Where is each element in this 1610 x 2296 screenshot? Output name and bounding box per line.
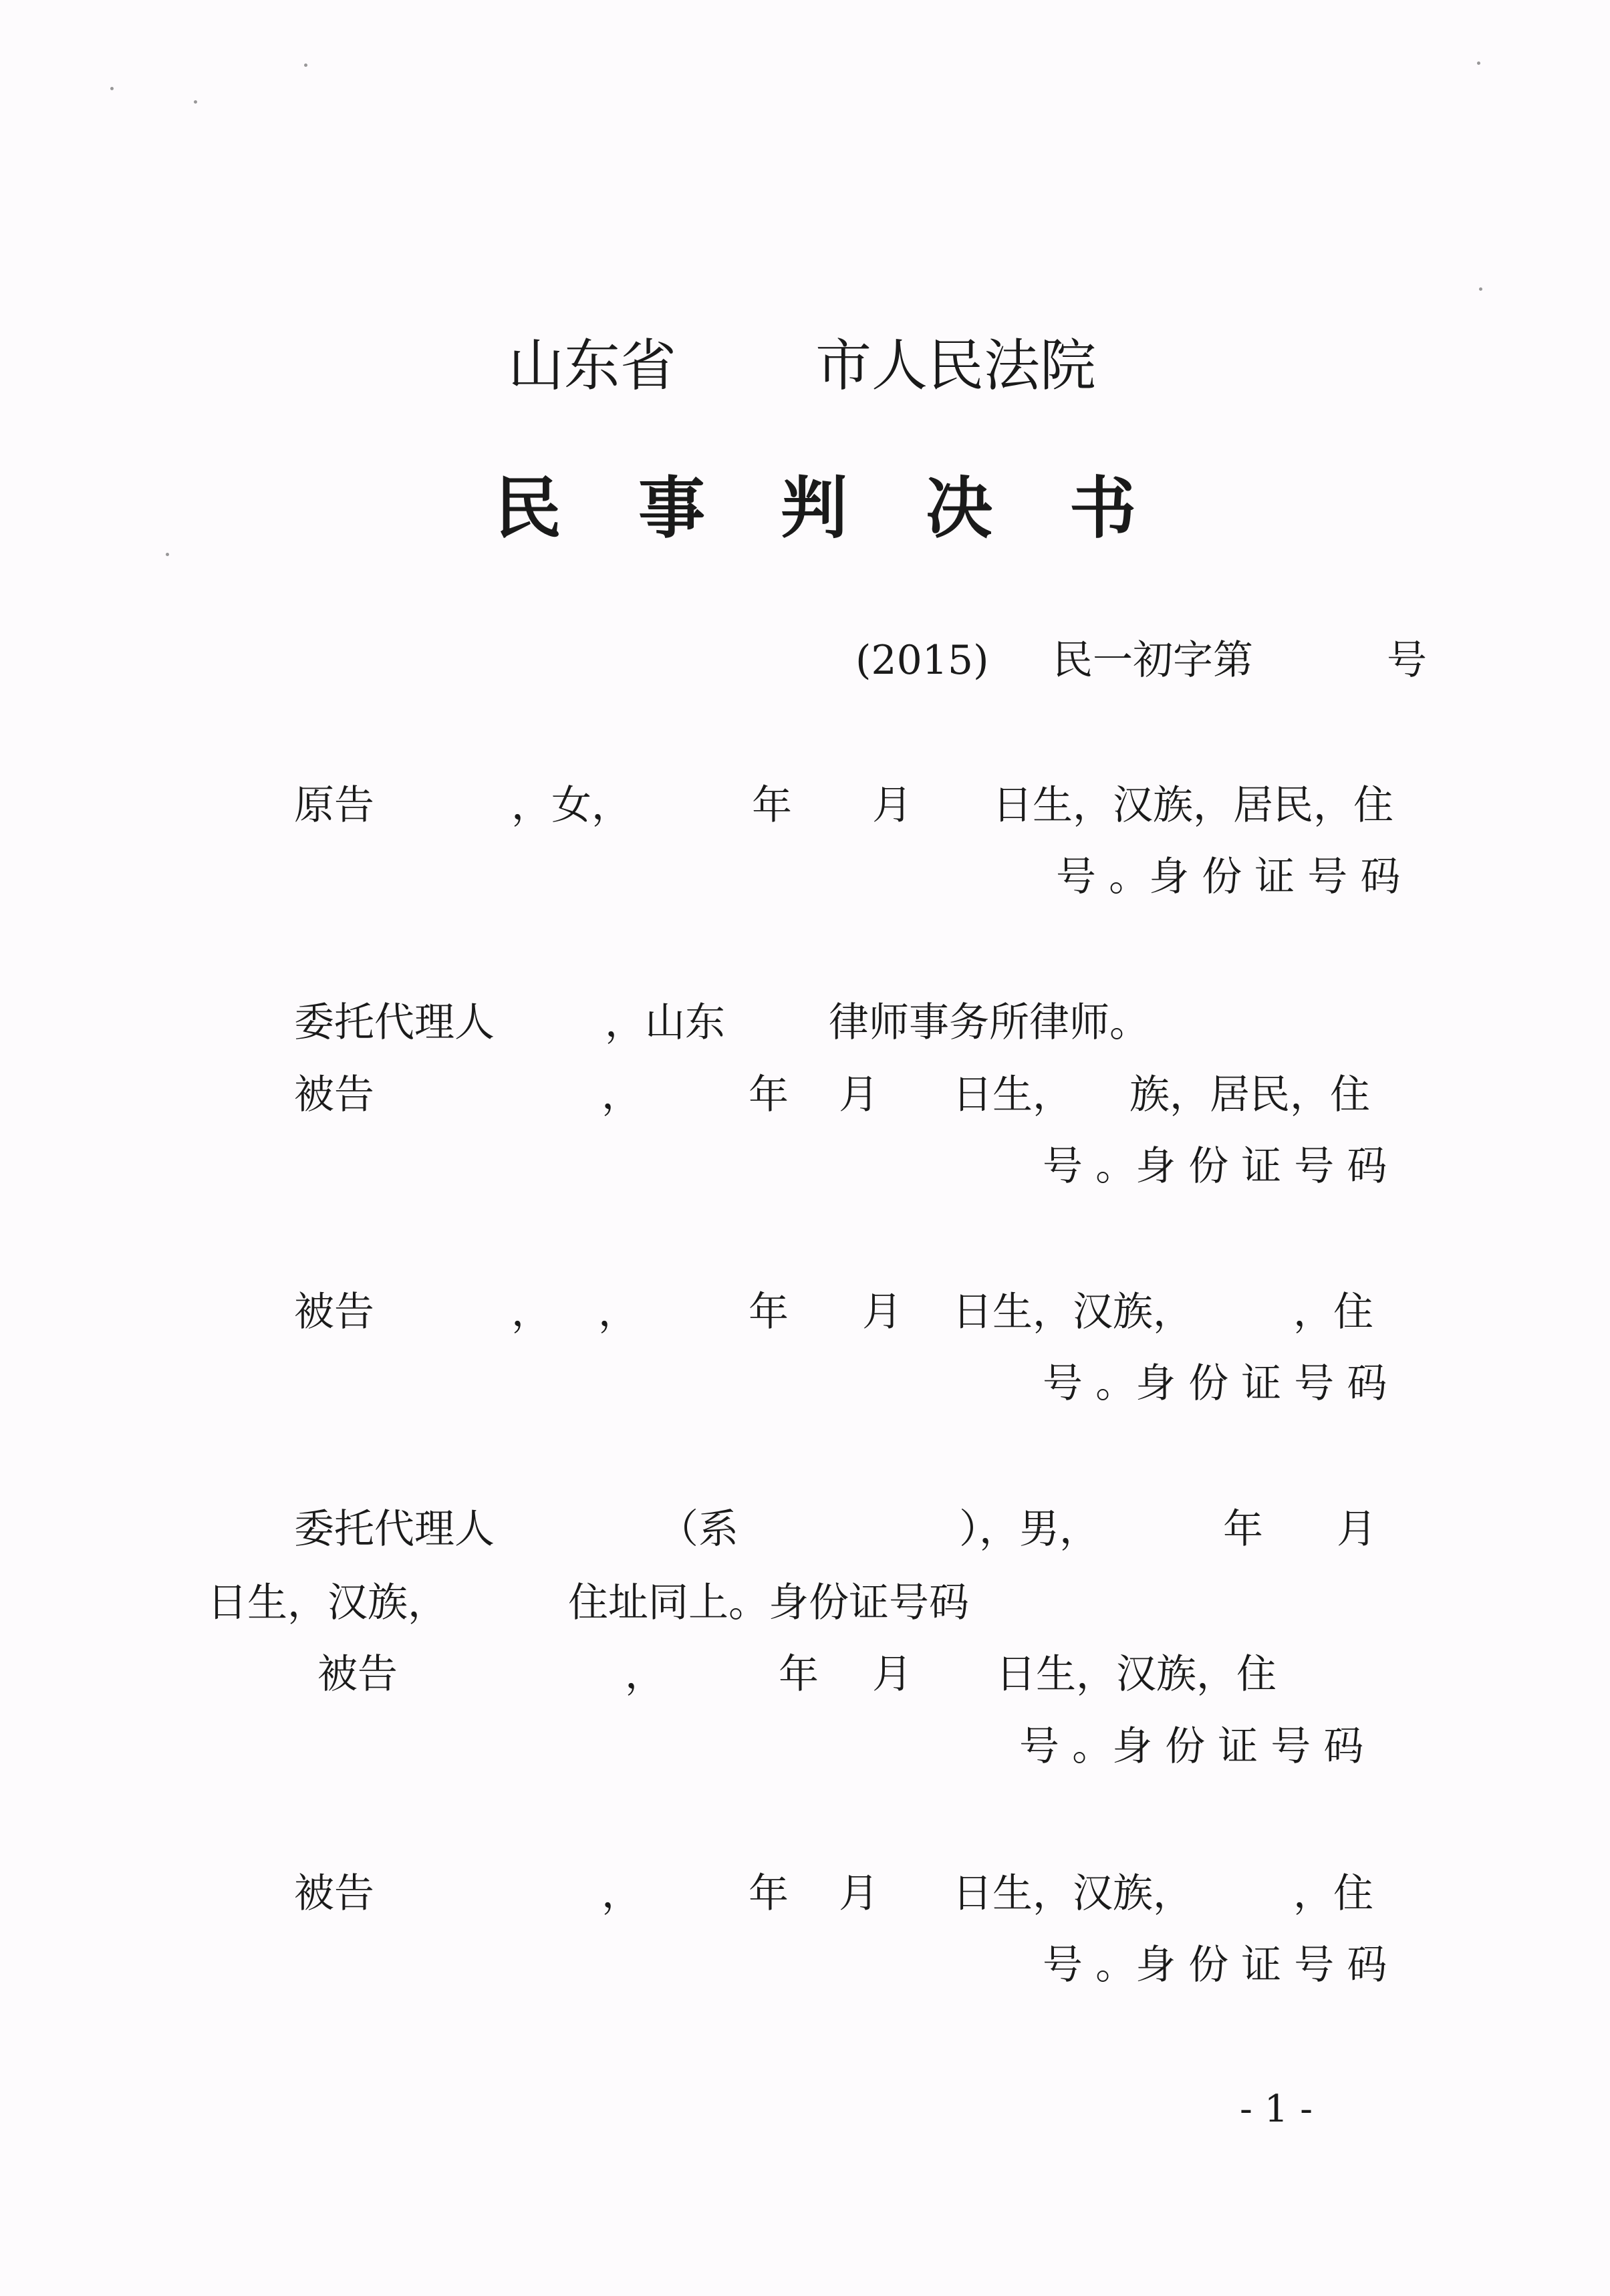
- defendant-birth-day: 日生，汉族，: [952, 1870, 1193, 1917]
- plaintiff-agent-firm-prefix: ，山东: [605, 999, 725, 1046]
- defendant-label: 被告: [294, 1071, 374, 1118]
- defendant-agent-address: 住址同上。身份证号码: [568, 1579, 969, 1626]
- defendant-birth-month: 月: [839, 1071, 879, 1118]
- defendant-id-line: 号 。身 份 证 号 码: [1043, 1143, 1387, 1190]
- defendant-label: 被告: [317, 1651, 398, 1698]
- defendant-birth-year: 年: [749, 1870, 789, 1917]
- plaintiff-agent-firm: 律师事务所律师。: [829, 999, 1150, 1046]
- scan-speck: [110, 87, 114, 90]
- scan-speck: [1479, 287, 1482, 291]
- page-number: - 1 -: [1240, 2087, 1313, 2131]
- plaintiff-id-line: 号 。身 份 证 号 码: [1056, 854, 1401, 900]
- doc-title-char: 民: [495, 469, 561, 547]
- defendant-birth-month: 月: [872, 1651, 912, 1698]
- defendant-comma: ，: [511, 1289, 551, 1335]
- plaintiff-gender: ，女，: [511, 782, 632, 829]
- defendant-agent-gender: ），男，: [959, 1506, 1099, 1553]
- defendant-id-line: 号 。身 份 证 号 码: [1043, 1942, 1387, 1989]
- defendant-comma: ，: [601, 1071, 642, 1118]
- defendant-residence: ，住: [1293, 1289, 1373, 1335]
- doc-title-char: 决: [926, 469, 992, 547]
- plaintiff-birth-month: 月: [872, 782, 912, 829]
- plaintiff-agent-label: 委托代理人: [294, 999, 495, 1046]
- court-province: 山东省: [508, 333, 677, 398]
- defendant-residence: ，住: [1293, 1870, 1373, 1917]
- defendant-comma: ，: [598, 1289, 638, 1335]
- doc-title-char: 判: [781, 469, 847, 547]
- defendant-comma: ，: [625, 1651, 665, 1698]
- doc-title-char: 书: [1069, 469, 1136, 547]
- scan-speck: [166, 553, 169, 556]
- plaintiff-birth-year: 年: [752, 782, 792, 829]
- scan-speck: [304, 63, 307, 67]
- defendant-birth-day: 日生，汉族，住: [996, 1651, 1277, 1698]
- defendant-birth-year: 年: [749, 1071, 789, 1118]
- defendant-label: 被告: [294, 1289, 374, 1335]
- defendant-birth-day: 日生，: [952, 1071, 1073, 1118]
- defendant-ethnicity: 族，居民，住: [1129, 1071, 1370, 1118]
- defendant-id-line: 号 。身 份 证 号 码: [1043, 1360, 1387, 1407]
- defendant-agent-relation: （系: [658, 1506, 739, 1553]
- defendant-agent-label: 委托代理人: [294, 1506, 495, 1553]
- defendant-birth-day: 日生，汉族，: [952, 1289, 1193, 1335]
- scan-speck: [194, 100, 197, 104]
- defendant-agent-birth-day: 日生，汉族，: [207, 1579, 448, 1626]
- court-name: 市人民法院: [815, 333, 1097, 398]
- defendant-id-line: 号 。身 份 证 号 码: [1019, 1723, 1364, 1770]
- case-year: (2015): [855, 637, 989, 684]
- scan-speck: [1477, 61, 1480, 65]
- doc-title-char: 事: [638, 469, 705, 547]
- plaintiff-label: 原告: [294, 782, 374, 829]
- defendant-birth-month: 月: [862, 1289, 902, 1335]
- defendant-agent-birth-month: 月: [1337, 1506, 1377, 1553]
- case-number: 民一初字第: [1053, 637, 1253, 684]
- defendant-label: 被告: [294, 1870, 374, 1917]
- plaintiff-birth-day: 日生，汉族，居民，住: [992, 782, 1393, 829]
- case-number-suffix: 号: [1387, 637, 1427, 684]
- defendant-comma: ，: [601, 1870, 642, 1917]
- defendant-agent-birth-year: 年: [1223, 1506, 1263, 1553]
- defendant-birth-year: 年: [779, 1651, 819, 1698]
- defendant-birth-month: 月: [839, 1870, 879, 1917]
- defendant-birth-year: 年: [749, 1289, 789, 1335]
